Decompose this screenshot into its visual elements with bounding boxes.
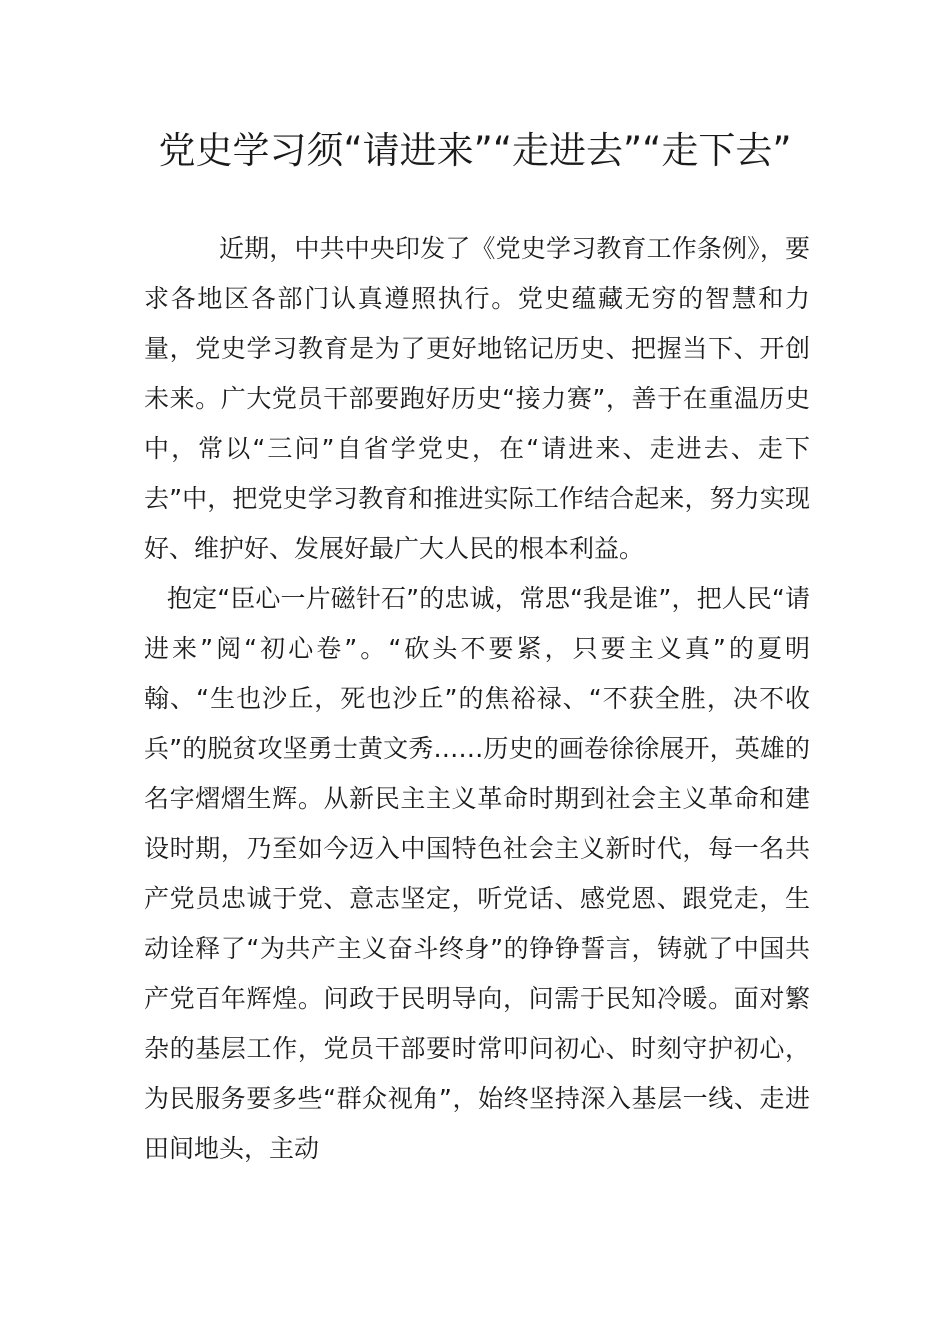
paragraph-loyalty: 抱定“臣心一片磁针石”的忠诚，常思“我是谁”，把人民“请进来”阅“初心卷”。“砍头不要紧，只要主义真”的夏明翰、“生也沙丘，死也沙丘”的焦裕禄、“不获全胜，决不收兵”的脱贫攻坚勇士黄文秀……历史的画卷徐徐展开，英雄的名字熠熠生辉。从新民主主义革命时期到社会主义革命和建设时期，乃至如今迈入中国特色社会主义新时代，每一名共产党员忠诚于党、意志坚定，听党话、感党恩、跟党走，生动诠释了“为共产主义奋斗终身”的铮铮誓言，铸就了中国共产党百年辉煌。问政于民明导向，问需于民知冷暖。面对繁杂的基层工作，党员干部要时常叩问初心、时刻守护初心，为民服务要多些“群众视角”，始终坚持深入基层一线、走进田间地头，主动	[144, 584, 810, 1163]
paragraph-intro: 近期，中共中央印发了《党史学习教育工作条例》，要求各地区各部门认真遵照执行。党史蕴藏无穷的智慧和力量，党史学习教育是为了更好地铭记历史、把握当下、开创未来。广大党员干部要跑好历史“接力赛”，善于在重温历史中，常以“三问”自省学党史，在“请进来、走进去、走下去”中，把党史学习教育和推进实际工作结合起来，努力实现好、维护好、发展好最广大人民的根本利益。	[144, 234, 810, 563]
document-title: 党史学习须“请进来”“走进去”“走下去”	[158, 129, 792, 172]
document-body	[144, 224, 810, 1174]
